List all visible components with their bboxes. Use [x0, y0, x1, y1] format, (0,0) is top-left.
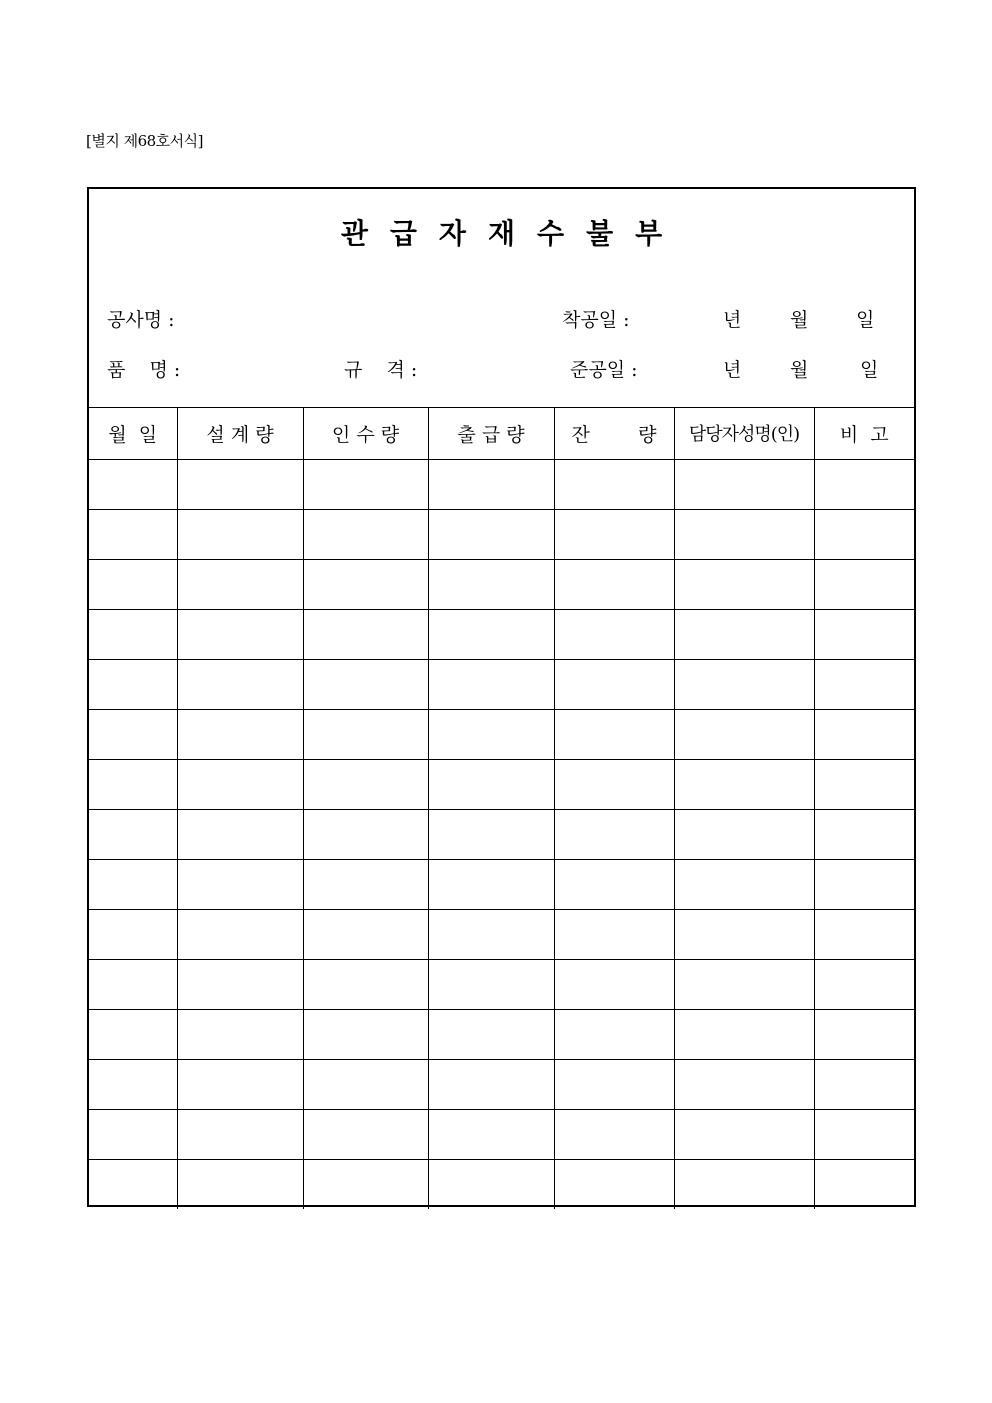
completion-year-label: 년	[723, 359, 742, 381]
table-cell[interactable]	[177, 760, 303, 810]
table-cell[interactable]	[674, 1110, 814, 1160]
table-cell[interactable]	[428, 1060, 554, 1110]
table-cell[interactable]	[303, 610, 428, 660]
table-cell[interactable]	[814, 610, 914, 660]
project-name-label: 공사명 :	[107, 309, 175, 331]
table-cell[interactable]	[303, 660, 428, 710]
table-cell[interactable]	[554, 1160, 674, 1210]
table-row	[89, 510, 914, 560]
table-cell[interactable]	[814, 960, 914, 1010]
table-cell[interactable]	[177, 610, 303, 660]
table-cell[interactable]	[89, 1010, 177, 1060]
table-cell[interactable]	[428, 860, 554, 910]
start-year-label: 년	[723, 309, 742, 331]
table-cell[interactable]	[814, 760, 914, 810]
table-cell[interactable]	[554, 860, 674, 910]
ledger-table	[89, 407, 914, 1209]
table-cell[interactable]	[428, 1160, 554, 1210]
table-cell[interactable]	[554, 510, 674, 560]
table-cell[interactable]	[303, 1010, 428, 1060]
table-cell[interactable]	[814, 710, 914, 760]
table-cell[interactable]	[554, 1010, 674, 1060]
table-row	[89, 610, 914, 660]
table-cell[interactable]	[674, 660, 814, 710]
table-cell[interactable]	[428, 810, 554, 860]
start-day-label: 일	[856, 309, 875, 331]
table-row	[89, 560, 914, 610]
table-cell[interactable]	[674, 460, 814, 510]
table-cell[interactable]	[428, 760, 554, 810]
table-cell[interactable]	[177, 1160, 303, 1210]
table-cell[interactable]	[177, 660, 303, 710]
table-cell[interactable]	[814, 1010, 914, 1060]
table-cell[interactable]	[303, 1110, 428, 1160]
table-row	[89, 960, 914, 1010]
table-cell[interactable]	[814, 1060, 914, 1110]
table-cell[interactable]	[177, 960, 303, 1010]
header-date: 월 일	[89, 407, 177, 460]
table-cell[interactable]	[428, 460, 554, 510]
table-cell[interactable]	[177, 910, 303, 960]
table-cell[interactable]	[554, 810, 674, 860]
table-cell[interactable]	[177, 1010, 303, 1060]
table-cell[interactable]	[554, 760, 674, 810]
table-cell[interactable]	[674, 1010, 814, 1060]
completion-month-label: 월	[790, 359, 809, 381]
table-cell[interactable]	[674, 760, 814, 810]
table-cell[interactable]	[814, 860, 914, 910]
table-cell[interactable]	[554, 560, 674, 610]
table-cell[interactable]	[674, 860, 814, 910]
table-cell[interactable]	[554, 960, 674, 1010]
table-row	[89, 710, 914, 760]
table-cell[interactable]	[303, 710, 428, 760]
table-row	[89, 910, 914, 960]
header-issued-quantity: 출 급 량	[428, 407, 554, 460]
table-cell[interactable]	[89, 1060, 177, 1110]
table-cell[interactable]	[814, 560, 914, 610]
table-cell[interactable]	[177, 710, 303, 760]
table-cell[interactable]	[814, 510, 914, 560]
header-design-quantity: 설 계 량	[177, 407, 303, 460]
table-cell[interactable]	[674, 1060, 814, 1110]
table-cell[interactable]	[554, 660, 674, 710]
table-cell[interactable]	[89, 1160, 177, 1210]
header-received-quantity: 인 수 량	[303, 407, 428, 460]
table-cell[interactable]	[303, 910, 428, 960]
table-cell[interactable]	[303, 860, 428, 910]
start-month-label: 월	[790, 309, 809, 331]
table-cell[interactable]	[303, 810, 428, 860]
header-remarks: 비 고	[814, 407, 914, 460]
form-header	[89, 189, 914, 408]
table-cell[interactable]	[303, 560, 428, 610]
table-cell[interactable]	[89, 960, 177, 1010]
table-row	[89, 810, 914, 860]
table-cell[interactable]	[89, 660, 177, 710]
table-cell[interactable]	[177, 460, 303, 510]
table-cell[interactable]	[428, 660, 554, 710]
table-cell[interactable]	[674, 1160, 814, 1210]
table-row	[89, 1060, 914, 1110]
table-cell[interactable]	[554, 460, 674, 510]
table-cell[interactable]	[554, 1060, 674, 1110]
table-cell[interactable]	[177, 1110, 303, 1160]
table-header-row	[89, 407, 914, 460]
table-cell[interactable]	[177, 510, 303, 560]
table-cell[interactable]	[89, 810, 177, 860]
completion-date-label: 준공일 :	[570, 359, 638, 381]
table-cell[interactable]	[428, 610, 554, 660]
table-cell[interactable]	[674, 960, 814, 1010]
table-cell[interactable]	[674, 510, 814, 560]
table-cell[interactable]	[428, 560, 554, 610]
table-cell[interactable]	[177, 810, 303, 860]
table-cell[interactable]	[428, 710, 554, 760]
table-cell[interactable]	[674, 710, 814, 760]
table-cell[interactable]	[89, 460, 177, 510]
table-cell[interactable]	[89, 860, 177, 910]
item-name-label: 품 명 :	[107, 359, 181, 381]
table-cell[interactable]	[303, 1060, 428, 1110]
table-cell[interactable]	[814, 1160, 914, 1210]
table-cell[interactable]	[89, 560, 177, 610]
table-cell[interactable]	[814, 810, 914, 860]
table-cell[interactable]	[177, 560, 303, 610]
table-cell[interactable]	[428, 960, 554, 1010]
table-cell[interactable]	[89, 510, 177, 560]
table-cell[interactable]	[428, 1110, 554, 1160]
table-row	[89, 660, 914, 710]
table-cell[interactable]	[554, 1110, 674, 1160]
table-cell[interactable]	[554, 710, 674, 760]
completion-day-label: 일	[860, 359, 879, 381]
table-cell[interactable]	[674, 610, 814, 660]
table-cell[interactable]	[674, 810, 814, 860]
table-body	[89, 460, 914, 1210]
table-row	[89, 1160, 914, 1210]
table-cell[interactable]	[303, 460, 428, 510]
table-cell[interactable]	[554, 610, 674, 660]
table-row	[89, 460, 914, 510]
start-date-label: 착공일 :	[562, 309, 630, 331]
table-row	[89, 1110, 914, 1160]
table-cell[interactable]	[303, 1160, 428, 1210]
table-cell[interactable]	[814, 660, 914, 710]
table-cell[interactable]	[428, 910, 554, 960]
table-cell[interactable]	[674, 560, 814, 610]
table-cell[interactable]	[89, 760, 177, 810]
table-cell[interactable]	[814, 910, 914, 960]
table-row	[89, 860, 914, 910]
spec-label: 규 격 :	[344, 359, 418, 381]
table-cell[interactable]	[303, 960, 428, 1010]
form-number-label: [별지 제68호서식]	[86, 132, 203, 150]
table-cell[interactable]	[428, 510, 554, 560]
table-cell[interactable]	[674, 910, 814, 960]
table-cell[interactable]	[89, 710, 177, 760]
table-cell[interactable]	[428, 1010, 554, 1060]
table-cell[interactable]	[89, 910, 177, 960]
table-row	[89, 760, 914, 810]
table-cell[interactable]	[89, 610, 177, 660]
table-cell[interactable]	[177, 860, 303, 910]
table-cell[interactable]	[303, 760, 428, 810]
table-cell[interactable]	[554, 910, 674, 960]
table-cell[interactable]	[177, 1060, 303, 1110]
table-cell[interactable]	[303, 510, 428, 560]
table-row	[89, 1010, 914, 1060]
header-manager-name: 담당자성명(인)	[674, 407, 814, 460]
header-remaining-quantity: 잔 량	[554, 407, 674, 460]
table-cell[interactable]	[89, 1110, 177, 1160]
table-cell[interactable]	[814, 460, 914, 510]
form-title: 관급자재수불부	[340, 217, 685, 250]
table-cell[interactable]	[814, 1110, 914, 1160]
ledger-form	[87, 187, 916, 1207]
